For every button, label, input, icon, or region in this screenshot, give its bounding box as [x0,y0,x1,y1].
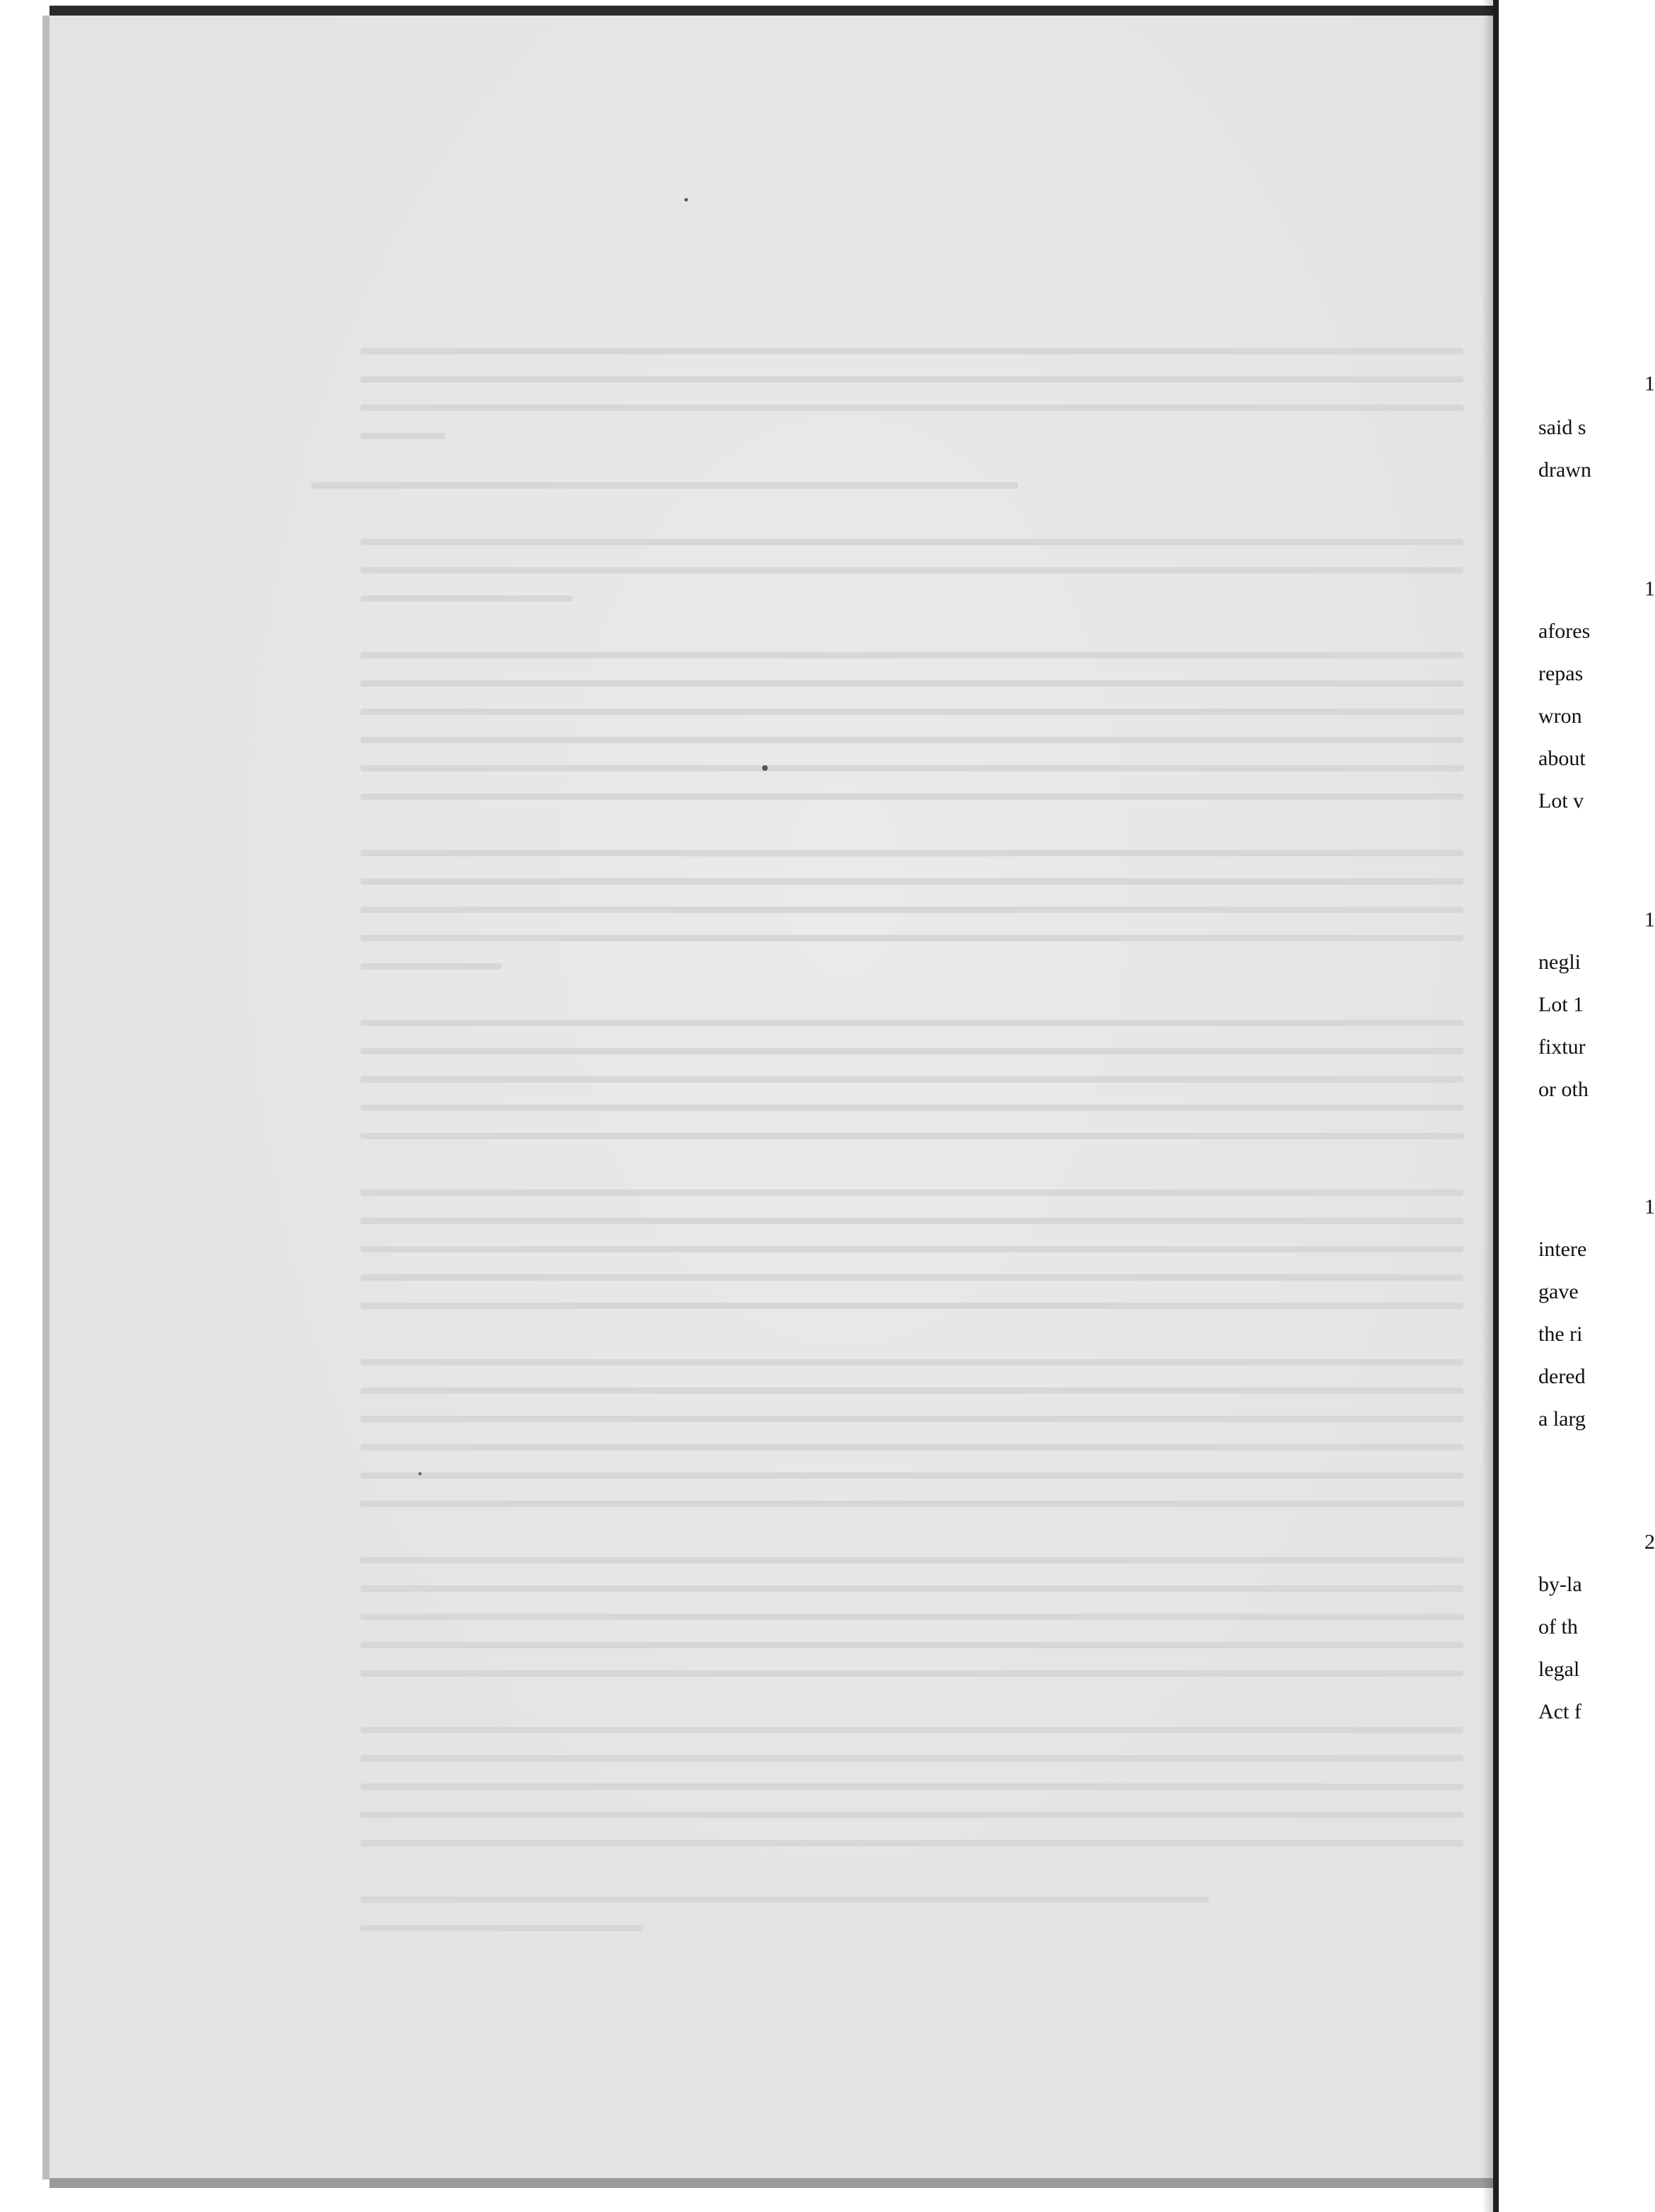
paragraph-number: 1 [1644,908,1655,931]
bleed-through-line [361,348,1463,354]
bleed-through-line [361,1218,1463,1224]
top-shadow-edge [49,6,1493,16]
bleed-through-line [361,1727,1463,1733]
text-line: or oth [1538,1078,1589,1101]
bleed-through-line [361,1416,1463,1422]
bleed-through-line [361,433,445,439]
bleed-through-line [361,1105,1463,1111]
bleed-through-line [361,680,1463,687]
bleed-through-line [361,539,1463,545]
bleed-through-line [361,1812,1463,1818]
bleed-through-line [361,878,1463,885]
speck-mark [419,1472,421,1475]
bleed-through-line [361,652,1463,658]
bleed-through-line [361,1246,1463,1252]
text-line: about [1538,747,1586,770]
bleed-through-line [361,1189,1463,1196]
bleed-through-line [361,1783,1463,1790]
bleed-through-line [361,1501,1463,1507]
text-line: repas [1538,662,1584,685]
bleed-through-line [361,1444,1463,1450]
text-line: dered [1538,1365,1586,1388]
bleed-through-line [361,376,1463,383]
bleed-through-line [361,709,1463,715]
bleed-through-line [361,1274,1463,1281]
bleed-through-line [361,1133,1463,1139]
bleed-through-line [361,850,1463,856]
text-line: afores [1538,619,1591,643]
bleed-through-line [361,1755,1463,1762]
text-line: drawn [1538,458,1591,482]
paragraph-number: 1 [1644,1195,1655,1218]
text-line: gave [1538,1280,1579,1303]
bleed-through-line [361,1472,1463,1479]
text-line: legal [1538,1658,1580,1681]
bleed-through-line [361,595,573,602]
bleed-through-line [361,567,1463,574]
bleed-through-line [361,1925,643,1931]
bleed-through-line [361,935,1463,941]
text-line: Lot v [1538,789,1584,813]
bleed-through-line [361,907,1463,913]
text-line: Act f [1538,1700,1581,1723]
text-line: a larg [1538,1407,1586,1431]
bottom-page-edge [49,2178,1493,2188]
paragraph-number: 2 [1644,1530,1655,1554]
bleed-through-line [361,1642,1463,1648]
bleed-through-line [311,482,1018,489]
book-spine-gutter [1493,0,1499,2212]
text-line: of th [1538,1615,1578,1638]
bleed-through-line [361,765,1463,772]
bleed-through-line [361,1387,1463,1394]
paragraph-number: 1 [1644,577,1655,600]
bleed-through-line [361,737,1463,743]
left-page-blank [49,16,1493,2179]
bleed-through-line [361,1076,1463,1083]
gutter-shadow [1482,0,1493,2212]
left-page-edge [42,16,49,2179]
bleed-through-line [361,1897,1209,1903]
bleed-through-line [361,1557,1463,1564]
text-line: wron [1538,704,1582,728]
right-page-text [1499,0,1655,2212]
text-line: said s [1538,416,1586,439]
text-line: intere [1538,1238,1587,1261]
speck-mark [762,765,768,771]
bleed-through-line [361,1048,1463,1054]
bleed-through-line [361,1585,1463,1592]
bleed-through-line [361,1614,1463,1620]
bleed-through-line [361,404,1463,411]
bleed-through-line [361,793,1463,800]
bleed-through-line [361,1670,1463,1677]
text-line: fixtur [1538,1035,1586,1059]
bleed-through-line [361,963,502,970]
speck-mark [684,198,688,202]
bleed-through-line [361,1020,1463,1026]
bleed-through-line [361,1359,1463,1366]
text-line: Lot 1 [1538,993,1584,1016]
text-line: negli [1538,950,1581,974]
text-line: by-la [1538,1573,1582,1596]
bleed-through-line [361,1840,1463,1846]
bleed-through-line [361,1303,1463,1309]
paragraph-number: 1 [1644,372,1655,395]
text-line: the ri [1538,1322,1583,1346]
